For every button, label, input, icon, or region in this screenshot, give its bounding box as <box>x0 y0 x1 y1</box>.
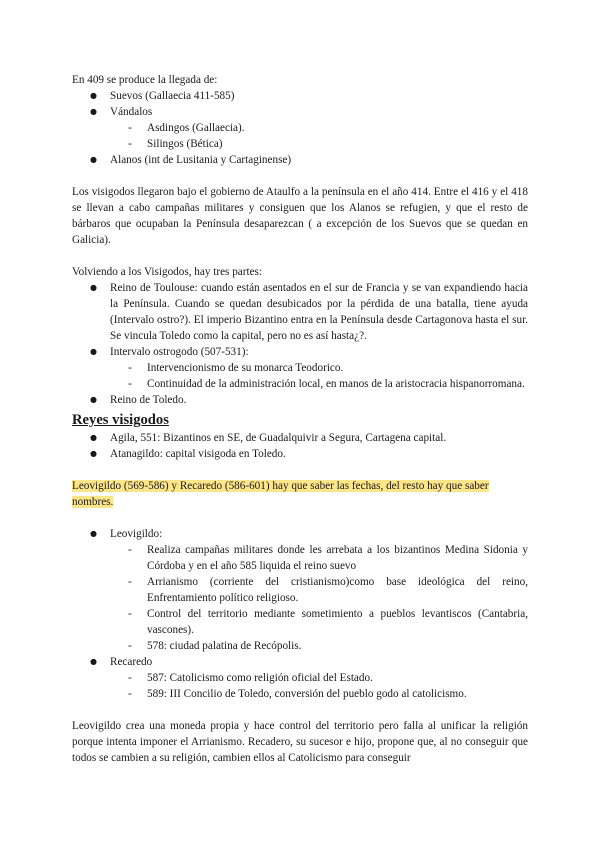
list-item: ● Agila, 551: Bizantinos en SE, de Guadalquivir a Segura, Cartagena capital. <box>110 430 528 446</box>
highlighted-text: Leovigildo (569-586) y Recaredo (586-601) hay que saber las fechas, del resto hay que saber nombres. <box>72 480 489 508</box>
list-item-text: Leovigildo: <box>110 528 163 540</box>
paragraph: Leovigildo crea una moneda propia y hace control del territorio pero falla al unificar la religión porque intenta imponer el Arrianismo. Recadero, su sucesor e hijo, propone que, al no conseguir que todos se cambien a su religión, cambien ellos al Catolicismo para conseguir <box>72 720 528 764</box>
sublist-item: - Asdingos (Gallaecia). <box>147 120 528 136</box>
spacer <box>72 462 528 478</box>
sublist <box>110 670 528 702</box>
spacer <box>72 248 528 264</box>
spacer <box>72 702 528 718</box>
kings-list <box>72 430 528 462</box>
parts-list <box>72 280 528 408</box>
sublist <box>110 360 528 392</box>
list-item: ● Reino de Toulouse: cuando están asentados en el sur de Francia y se van expandiendo hacia la Península. Cuando se quedan desubicados por la pérdida de una batalla, tiene ayuda (Intervalo ostro?). El imperio Bizantino entra en la Península desde Cartagonova hasta el sur. Se vincula Toledo como la capital, pero no es así hasta¿?. <box>110 280 528 344</box>
sublist-item: - Arrianismo (corriente del cristianismo)como base ideológica del reino, Enfrentamiento político religioso. <box>147 574 528 606</box>
document-body <box>72 72 528 766</box>
sublist-item: - 578: ciudad palatina de Recópolis. <box>147 638 528 654</box>
list-item: ● Alanos (int de Lusitania y Cartaginense) <box>110 152 528 168</box>
spacer <box>72 510 528 526</box>
sublist <box>110 120 528 152</box>
sublist-item: - Control del territorio mediante sometimiento a pueblos levantiscos (Cantabria, vascones). <box>147 606 528 638</box>
paragraph: Volviendo a los Visigodos, hay tres partes: <box>72 266 263 278</box>
spacer <box>72 168 528 184</box>
list-item <box>110 654 528 702</box>
list-item-text: Recaredo <box>110 656 153 668</box>
list-item <box>110 526 528 654</box>
list-item: ● Reino de Toledo. <box>110 392 528 408</box>
sublist-item: - Silingos (Bética) <box>147 136 528 152</box>
sublist-item: - Realiza campañas militares donde les arrebata a los bizantinos Medina Sidonia y Córdoba y en el año 585 liquida el reino suevo <box>147 542 528 574</box>
list-item: ● Suevos (Gallaecia 411-585) <box>110 88 528 104</box>
section-heading: Reyes visigodos <box>72 412 169 428</box>
list-item-text: Intervalo ostrogodo (507-531): <box>110 346 249 358</box>
list-item <box>110 344 528 392</box>
list-item <box>110 104 528 152</box>
list-item-text: Vándalos <box>110 106 153 118</box>
list-item: ● Atanagildo: capital visigoda en Toledo. <box>110 446 528 462</box>
intro-text: En 409 se produce la llegada de: <box>72 74 218 86</box>
sublist-item: - 587: Catolicismo como religión oficial del Estado. <box>147 670 528 686</box>
arrivals-list <box>72 88 528 168</box>
highlight-note <box>72 478 528 510</box>
sublist-item: - Intervencionismo de su monarca Teodorico. <box>147 360 528 376</box>
sublist <box>110 542 528 654</box>
sublist-item: - 589: III Concilio de Toledo, conversión del pueblo godo al catolicismo. <box>147 686 528 702</box>
sublist-item: - Continuidad de la administración local, en manos de la aristocracia hispanorromana. <box>147 376 528 392</box>
reigns-list <box>72 526 528 702</box>
paragraph: Los visigodos llegaron bajo el gobierno de Ataulfo a la península en el año 414. Entre el 416 y el 418 se llevan a cabo campañas militares y consiguen que los Alanos se refugien, y que el resto de bárbaros que ocupaban la Península desaparezcan ( a excepción de los Suevos que se quedan en Galicia). <box>72 186 528 246</box>
